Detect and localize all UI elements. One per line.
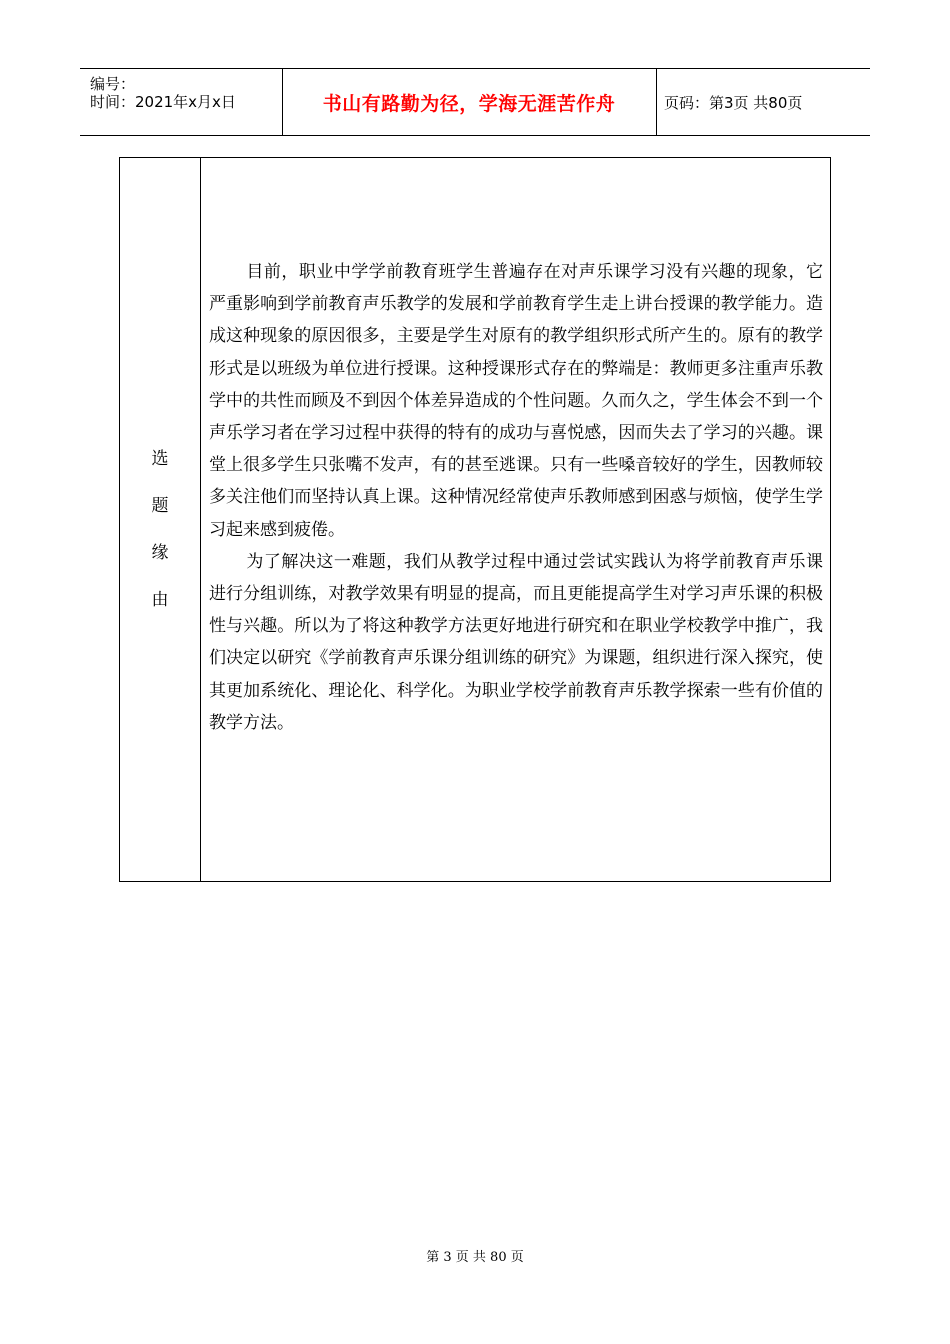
section-label-char: 由 [151,590,169,610]
section-label-char: 选 [151,449,169,469]
body-paragraph: 为了解决这一难题，我们从教学过程中通过尝试实践认为将学前教育声乐课进行分组训练，对教学效果有明显的提高，而且更能提高学生对学习声乐课的积极性与兴趣。所以为了将这种教学方法更好地进行研究和在职业学校教学中推广，我们决定以研究《学前教育声乐课分组训练的研究》为课题，组织进行深入探究，使其更加系统化、理论化、科学化。为职业学校学前教育声乐教学探索一些有价值的教学方法。 [209,551,823,733]
section-label [120,436,200,624]
document-number-label: 编号： [90,75,136,93]
section-label-char: 缘 [151,543,169,563]
footer-page-number: 第 3 页 共 80 页 [426,1250,524,1265]
body-paragraph: 目前，职业中学学前教育班学生普遍存在对声乐课学习没有兴趣的现象，它严重影响到学前教育声乐教学的发展和学前教育学生走上讲台授课的教学能力。造成这种现象的原因很多，主要是学生对原有的教学组织形式所产生的。原有的教学形式是以班级为单位进行授课。这种授课形式存在的弊端是：教师更多注重声乐教学中的共性而顾及不到因个体差异造成的个性问题。久而久之，学生体会不到一个声乐学习者在学习过程中获得的特有的成功与喜悦感，因而失去了学习的兴趣。课堂上很多学生只张嘴不发声，有的甚至逃课。只有一些嗓音较好的学生，因教师较多关注他们而坚持认真上课。这种情况经常使声乐教师感到困惑与烦恼，使学生学习起来感到疲倦。 [209,262,823,540]
header-motto: 书山有路勤为径，学海无涯苦作舟 [322,93,616,115]
section-body [209,256,823,739]
section-label-char: 题 [151,496,169,516]
topic-reason-table [119,157,831,882]
header-meta [90,75,236,111]
page-header [80,68,870,136]
header-divider-right [656,69,657,136]
document-date: 时间：2021年x月x日 [90,93,236,111]
header-page-info: 页码：第3页 共80页 [664,94,803,112]
section-label-cell [120,158,201,881]
